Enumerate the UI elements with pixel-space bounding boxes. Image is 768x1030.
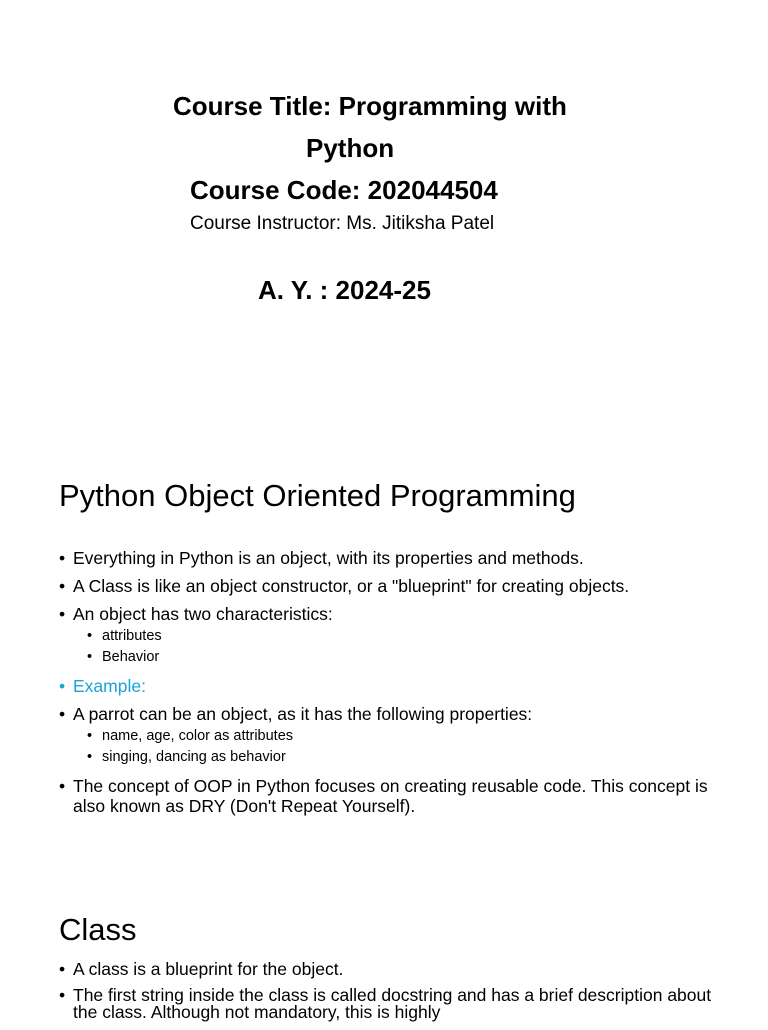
- bullet-text: The concept of OOP in Python focuses on creating reusable code. This concept is also known as DRY (Don't Repeat Yourself).: [73, 776, 708, 816]
- sub-bullet-item: • name, age, color as attributes: [73, 726, 728, 747]
- bullet-text: An object has two characteristics:: [73, 604, 333, 624]
- slide-heading: Python Object Oriented Programming: [59, 478, 576, 513]
- bullet-text: A parrot can be an object, as it has the following properties:: [73, 704, 533, 724]
- bullet-item: [59, 776, 728, 816]
- slide-heading: Class: [59, 912, 137, 947]
- course-code: Course Code: 202044504: [190, 175, 498, 205]
- bullet-item-example: [59, 676, 728, 696]
- course-instructor: Course Instructor: Ms. Jitiksha Patel: [190, 213, 495, 234]
- oop-slide: [0, 440, 768, 880]
- bullet-item: [59, 548, 728, 568]
- course-title-continued: Python: [306, 133, 395, 163]
- bullet-text: Example:: [73, 676, 146, 696]
- sub-bullet-item: • attributes: [73, 626, 728, 647]
- bullet-list: [59, 548, 728, 824]
- bullet-text: Everything in Python is an object, with its properties and methods.: [73, 548, 584, 568]
- academic-year: A. Y. : 2024-25: [258, 275, 431, 305]
- sub-bullet-item: • Behavior: [73, 647, 728, 668]
- course-title: Course Title: Programming with: [173, 91, 567, 121]
- bullet-item: [59, 987, 728, 1021]
- sub-bullet-list: [73, 626, 728, 668]
- bullet-text: A Class is like an object constructor, or a "blueprint" for creating objects.: [73, 576, 630, 596]
- sub-bullet-list: [73, 726, 728, 768]
- bullet-list: [59, 961, 728, 1030]
- bullet-item: [59, 704, 728, 768]
- title-slide: [0, 0, 768, 440]
- sub-bullet-item: • singing, dancing as behavior: [73, 747, 728, 768]
- bullet-item: [59, 576, 728, 596]
- bullet-text: A class is a blueprint for the object.: [73, 959, 344, 979]
- bullet-text: The first string inside the class is called docstring and has a brief description about the class. Although not mandatory, this is highly: [73, 985, 712, 1022]
- bullet-item: [59, 961, 728, 978]
- class-slide: [0, 880, 768, 1024]
- bullet-item: [59, 604, 728, 668]
